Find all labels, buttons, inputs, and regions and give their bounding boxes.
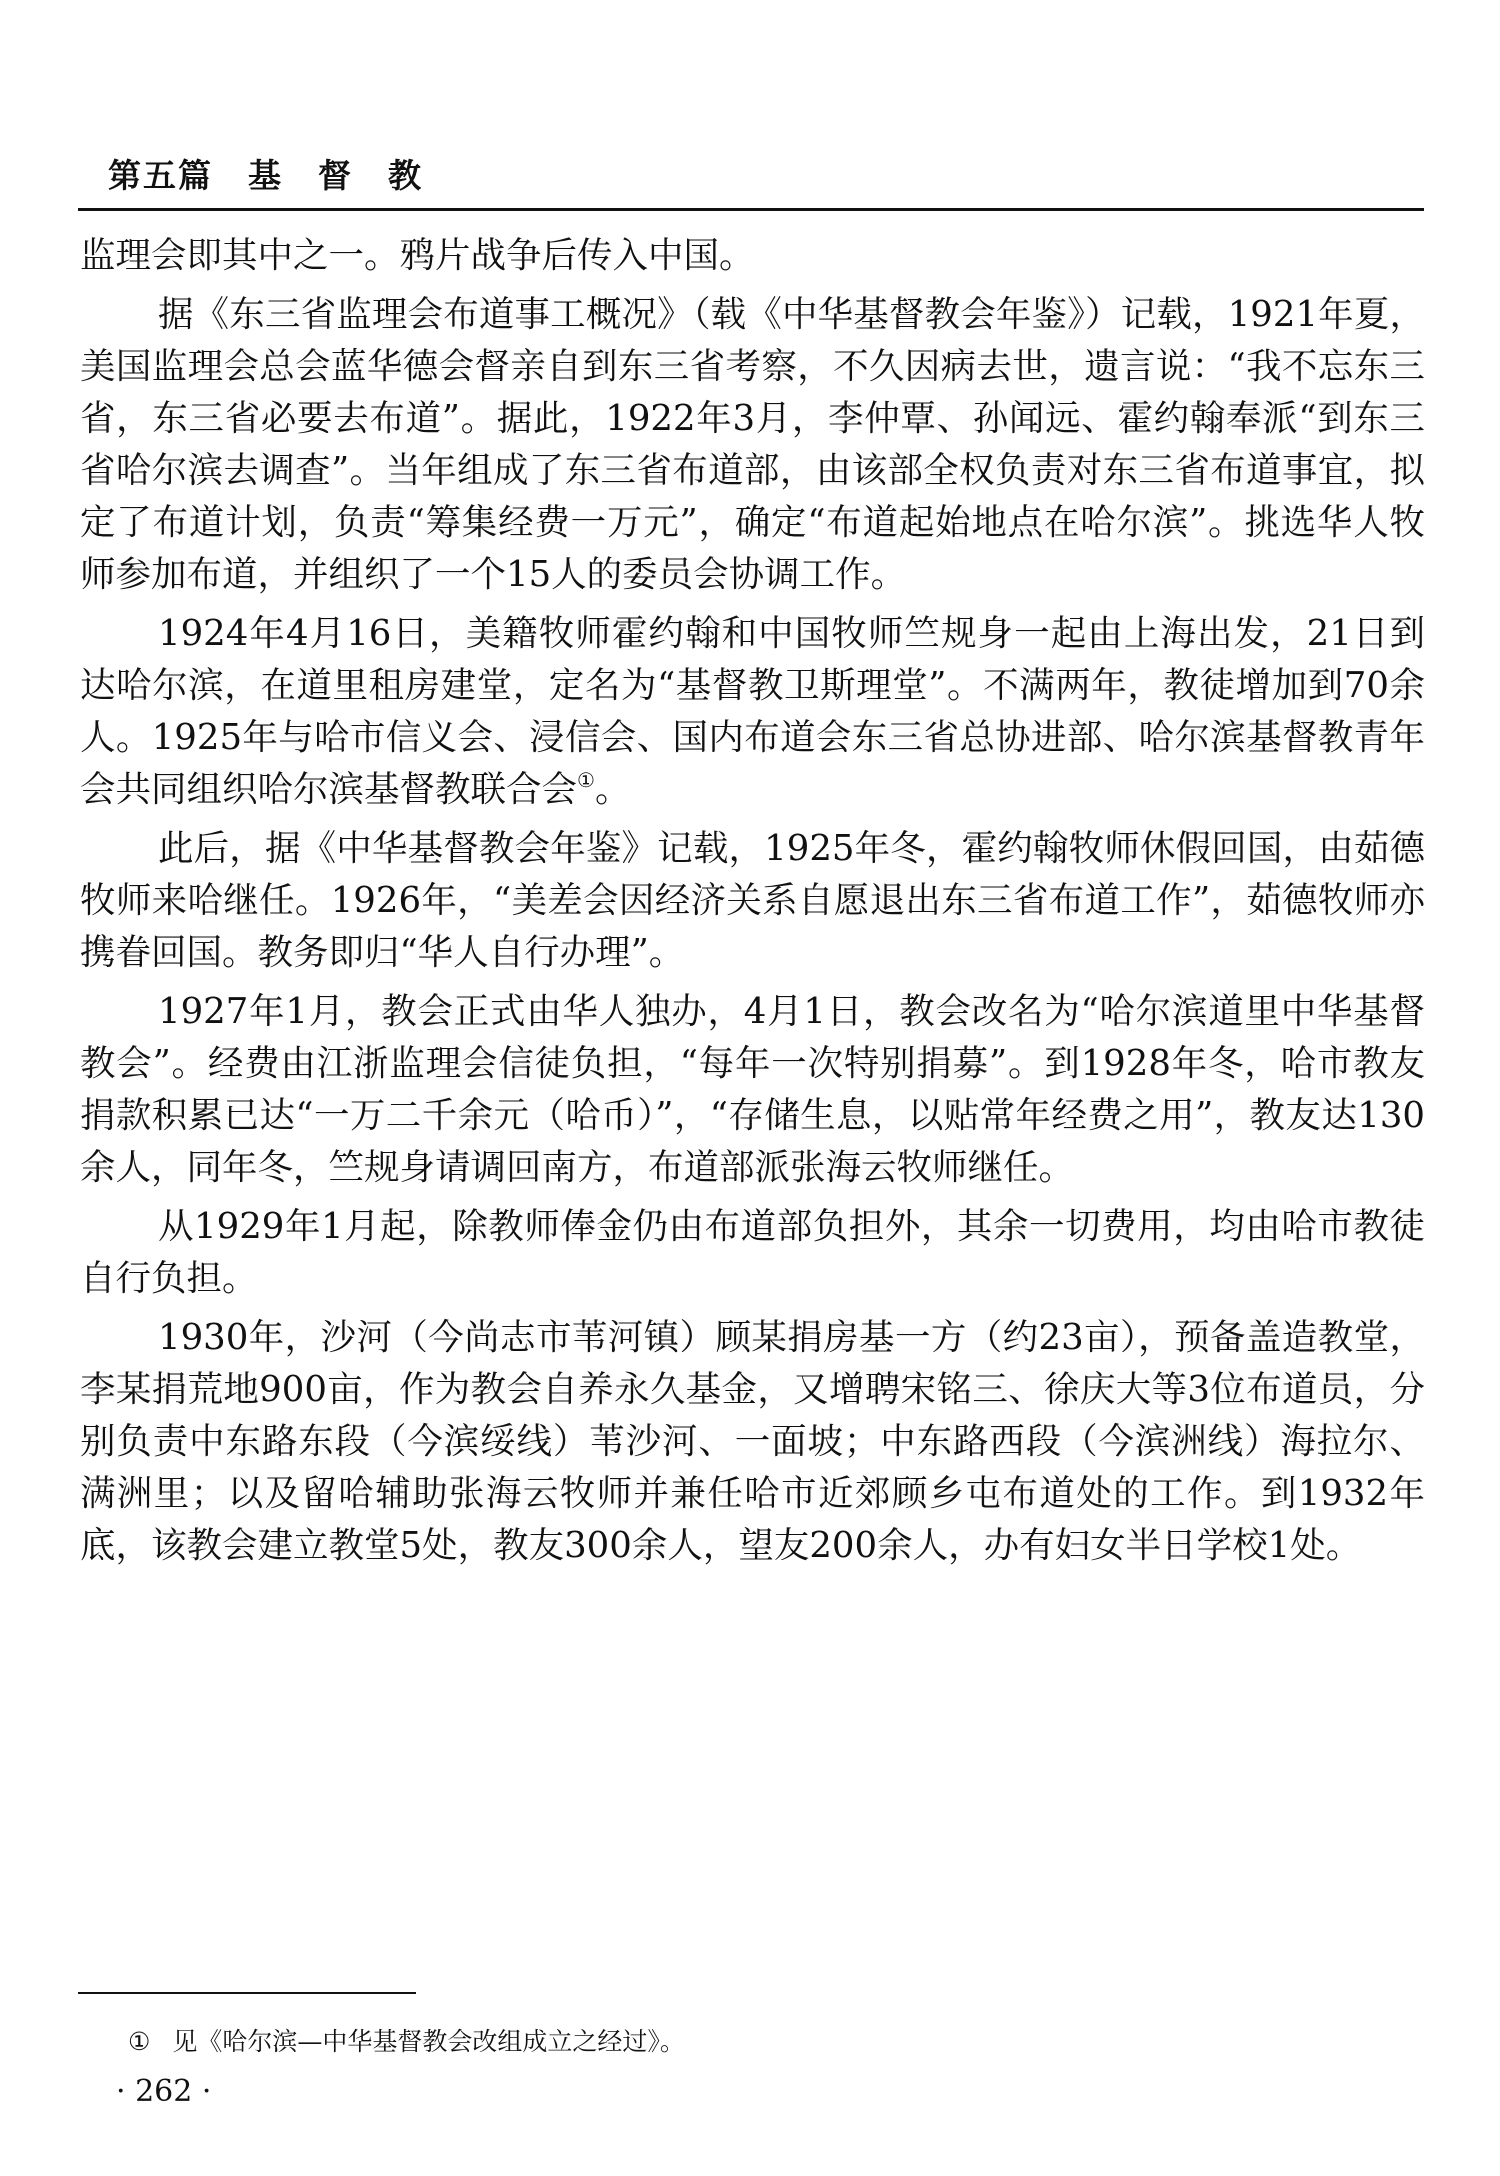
paragraph: 从1929年1月起，除教师俸金仍由布道部负担外，其余一切费用，均由哈市教徒自行负担。 — [80, 1206, 1425, 1299]
paragraph-text: 1924年4月16日，美籍牧师霍约翰和中国牧师竺规身一起由上海出发，21日到达哈尔滨，在道里租房建堂，定名为“基督教卫斯理堂”。不满两年，教徒增加到70余人。1925年与哈市信义会、浸信会、国内布道会东三省总协进部、哈尔滨基督教青年会共同组织哈尔滨基督教联合会 — [80, 613, 1425, 810]
paragraph: 1930年，沙河（今尚志市苇河镇）顾某捐房基一方（约23亩），预备盖造教堂，李某捐荒地900亩，作为教会自养永久基金，又增聘宋铭三、徐庆大等3位布道员，分别负责中东路东段（今滨绥线）苇沙河、一面坡；中东路西段（今滨洲线）海拉尔、满洲里；以及留哈辅助张海云牧师并兼任哈市近郊顾乡屯布道处的工作。到1932年底，该教会建立教堂5处，教友300余人，望友200余人，办有妇女半日学校1处。 — [80, 1317, 1425, 1566]
paragraph-end-punct: 。 — [594, 769, 631, 810]
paragraph: 1927年1月，教会正式由华人独办，4月1日，教会改名为“哈尔滨道里中华基督教会”。经费由江浙监理会信徒负担，“每年一次特别捐募”。到1928年冬，哈市教友捐款积累已达“一万二千余元（哈币）”，“存储生息，以贴常年经费之用”，教友达130余人，同年冬，竺规身请调回南方，布道部派张海云牧师继任。 — [80, 991, 1425, 1188]
footnote-reference[interactable]: ① — [577, 768, 595, 792]
paragraph: 据《东三省监理会布道事工概况》（载《中华基督教会年鉴》）记载，1921年夏，美国监理会总会蓝华德会督亲自到东三省考察，不久因病去世，遗言说：“我不忘东三省，东三省必要去布道”。据此，1922年3月，李仲覃、孙闻远、霍约翰奉派“到东三省哈尔滨去调查”。当年组成了东三省布道部，由该部全权负责对东三省布道事宜，拟定了布道计划，负责“筹集经费一万元”，确定“布道起始地点在哈尔滨”。挑选华人牧师参加布道，并组织了一个15人的委员会协调工作。 — [80, 294, 1425, 595]
footnote-text: 见《哈尔滨—中华基督教会改组成立之经过》。 — [172, 2027, 685, 2056]
paragraph-with-footnote — [80, 608, 1425, 816]
paragraph: 监理会即其中之一。鸦片战争后传入中国。 — [80, 235, 755, 276]
footnote-rule — [78, 1992, 416, 1994]
running-header: 第五篇 基 督 教 — [108, 156, 423, 195]
paragraph: 此后，据《中华基督教会年鉴》记载，1925年冬，霍约翰牧师休假回国，由茹德牧师来哈继任。1926年，“美差会因经济关系自愿退出东三省布道工作”，茹德牧师亦携眷回国。教务即归“华人自行办理”。 — [80, 828, 1425, 973]
footnote — [128, 2022, 685, 2058]
page-number: · 262 · — [116, 2074, 212, 2109]
footnote-marker: ① — [128, 2027, 151, 2056]
header-rule — [78, 208, 1424, 211]
body-text — [80, 230, 1425, 1579]
